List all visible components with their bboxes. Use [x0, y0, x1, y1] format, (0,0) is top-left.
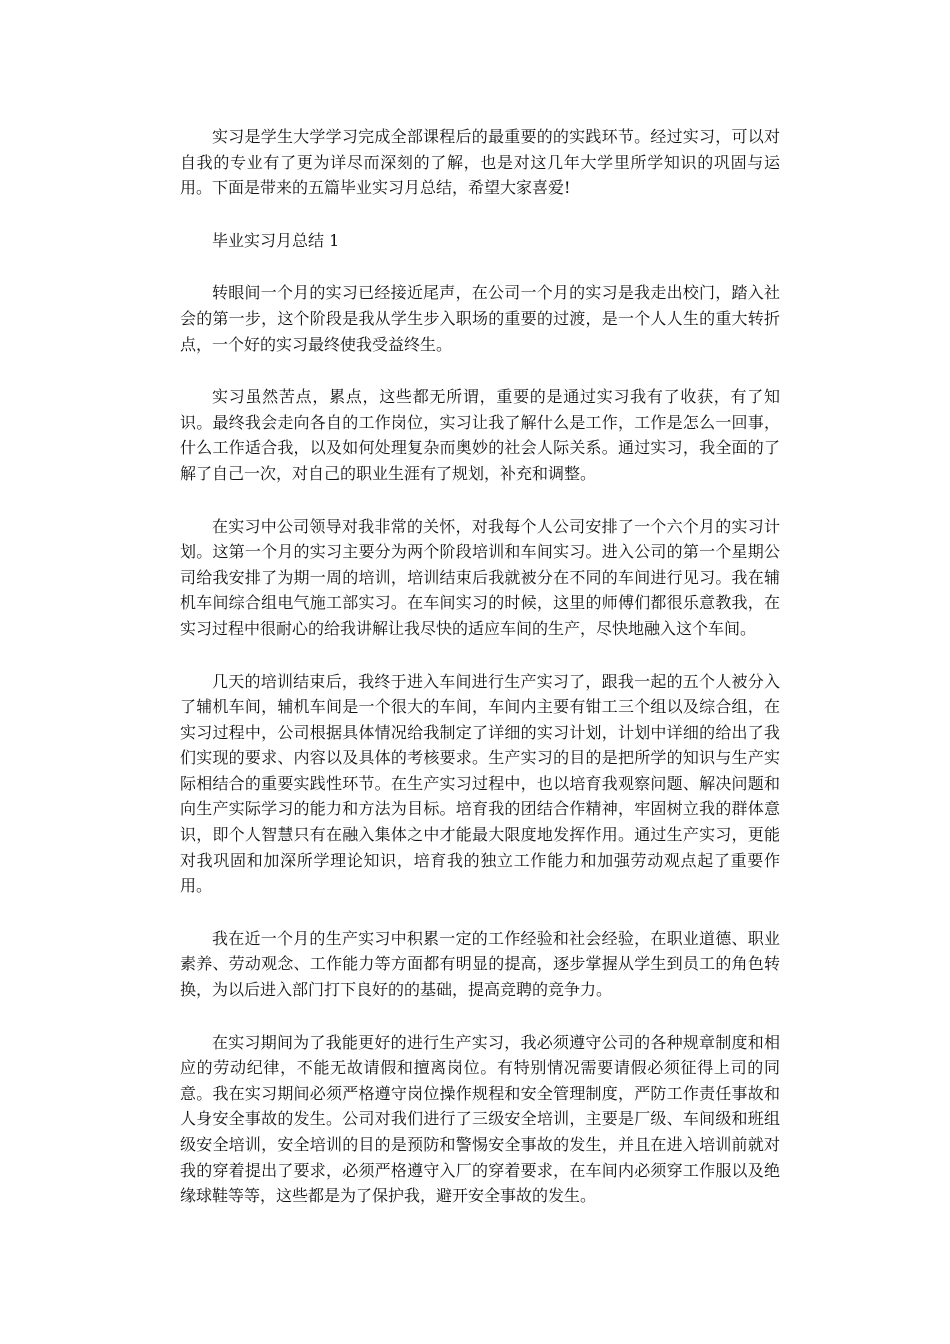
body-paragraph: 几天的培训结束后，我终于进入车间进行生产实习了，跟我一起的五个人被分入了辅机车间，辅机车间是一个很大的车间，车间内主要有钳工三个组以及综合组，在实习过程中，公司根据具体情况给我制定了详细的实习计划，计划中详细的给出了我们实现的要求、内容以及具体的考核要求。生产实习的目的是把所学的知识与生产实际相结合的重要实践性环节。在生产实习过程中，也以培育我观察问题、解决问题和向生产实际学习的能力和方法为目标。培育我的团结合作精神，牢固树立我的群体意识，即个人智慧只有在融入集体之中才能最大限度地发挥作用。通过生产实习，更能对我巩固和加深所学理论知识，培育我的独立工作能力和加强劳动观点起了重要作用。	[180, 671, 780, 896]
body-paragraph: 在实习期间为了我能更好的进行生产实习，我必须遵守公司的各种规章制度和相应的劳动纪律，不能无故请假和擅离岗位。有特别情况需要请假必须征得上司的同意。我在实习期间必须严格遵守岗位操作规程和安全管理制度，严防工作责任事故和人身安全事故的发生。公司对我们进行了三级安全培训，主要是厂级、车间级和班组级安全培训，安全培训的目的是预防和警惕安全事故的发生，并且在进入培训前就对我的穿着提出了要求，必须严格遵守入厂的穿着要求，在车间内必须穿工作服以及绝缘球鞋等等，这些都是为了保护我，避开安全事故的发生。	[180, 1032, 780, 1206]
body-paragraph: 转眼间一个月的实习已经接近尾声，在公司一个月的实习是我走出校门，踏入社会的第一步，这个阶段是我从学生步入职场的重要的过渡，是一个人人生的重大转折点，一个好的实习最终使我受益终生。	[180, 283, 780, 354]
document-page	[180, 124, 780, 1236]
intro-paragraph: 实习是学生大学学习完成全部课程后的最重要的的实践环节。经过实习，可以对自我的专业有了更为详尽而深刻的了解，也是对这几年大学里所学知识的巩固与运用。下面是带来的五篇毕业实习月总结，希望大家喜爱!	[180, 127, 780, 198]
body-paragraph: 在实习中公司领导对我非常的关怀，对我每个人公司安排了一个六个月的实习计划。这第一个月的实习主要分为两个阶段培训和车间实习。进入公司的第一个星期公司给我安排了为期一周的培训，培训结束后我就被分在不同的车间进行见习。我在辅机车间综合组电气施工部实习。在车间实习的时候，这里的师傅们都很乐意教我，在实习过程中很耐心的给我讲解让我尽快的适应车间的生产，尽快地融入这个车间。	[180, 516, 780, 638]
section-heading: 毕业实习月总结 1	[212, 230, 340, 250]
body-paragraph: 我在近一个月的生产实习中积累一定的工作经验和社会经验，在职业道德、职业素养、劳动观念、工作能力等方面都有明显的提高，逐步掌握从学生到员工的角色转换，为以后进入部门打下良好的的基础，提高竞聘的竞争力。	[180, 928, 780, 1000]
body-paragraph: 实习虽然苦点，累点，这些都无所谓，重要的是通过实习我有了收获，有了知识。最终我会走向各自的工作岗位，实习让我了解什么是工作，工作是怎么一回事，什么工作适合我，以及如何处理复杂而奥妙的社会人际关系。通过实习，我全面的了解了自己一次，对自己的职业生涯有了规划，补充和调整。	[180, 387, 780, 483]
